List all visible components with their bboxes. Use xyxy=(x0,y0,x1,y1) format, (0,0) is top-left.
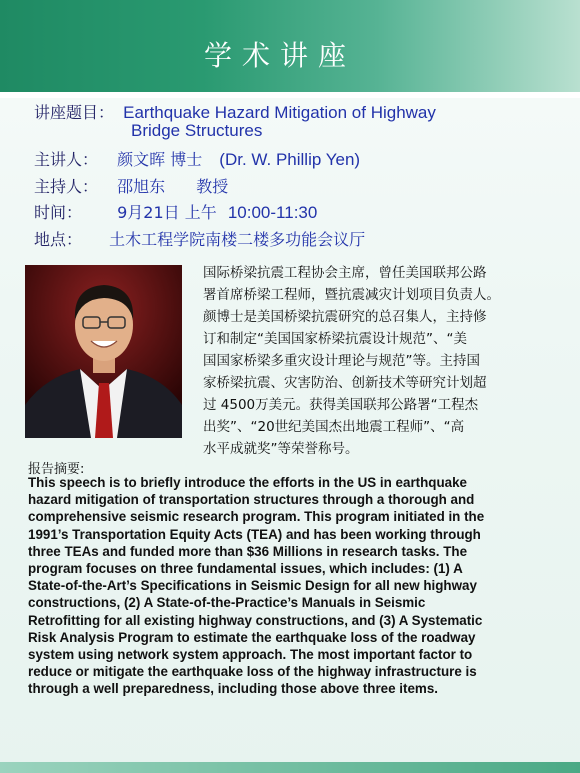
abstract-line: State-of-the-Art’s Specifications in Seismic Design for all new highway xyxy=(28,578,477,594)
topic-line-2: Bridge Structures xyxy=(131,121,263,140)
banner-divider xyxy=(0,92,580,98)
speaker-name: 颜文晖 博士 xyxy=(117,150,203,169)
topic-line-1: Earthquake Hazard Mitigation of Highway xyxy=(123,103,436,122)
bio-line: 国国家桥梁多重灾设计理论与规范”等。主持国 xyxy=(203,353,480,369)
abstract-text xyxy=(28,474,548,698)
topic-row xyxy=(34,100,436,123)
abstract-line: Retrofitting for all existing highway constructions, and (3) A Systematic xyxy=(28,612,483,628)
title-banner xyxy=(0,0,580,92)
speaker-label: 主讲人： xyxy=(34,150,99,169)
bio-line: 署首席桥梁工程师，暨抗震减灾计划项目负责人。 xyxy=(203,287,500,303)
abstract-line: 1991’s Transportation Equity Acts (TEA) and has been working through xyxy=(28,526,481,542)
bio-line: 水平成就奖”等荣誉称号。 xyxy=(203,441,359,457)
abstract-heading: 报告摘要: xyxy=(28,462,85,477)
bio-line: 过 4500万美元。获得美国联邦公路署“工程杰 xyxy=(203,397,479,413)
footer-strip xyxy=(0,762,580,773)
bio-line: 家桥梁抗震、灾害防治、创新技术等研究计划超 xyxy=(203,375,487,391)
bio-line: 国际桥梁抗震工程协会主席，曾任美国联邦公路 xyxy=(203,265,487,281)
abstract-line: reduce or mitigate the earthquake loss of the highway infrastructure is xyxy=(28,664,477,680)
abstract-line: comprehensive seismic research program. This program initiated in the xyxy=(28,509,485,525)
topic-label: 讲座题目： xyxy=(34,103,115,122)
time-value-zh: 9月21日 上午 xyxy=(117,203,217,222)
time-row xyxy=(34,200,317,223)
page-title: 学术讲座 xyxy=(203,39,356,72)
topic-row-2 xyxy=(131,121,262,141)
abstract-line: through a well preparedness, including those above three items. xyxy=(28,681,438,697)
speaker-name-en: (Dr. W. Phillip Yen) xyxy=(219,150,361,169)
abstract-line: system using network system approach. The most important factor to xyxy=(28,647,473,663)
time-value-en: 10:00-11:30 xyxy=(227,203,318,222)
place-row xyxy=(34,227,365,250)
bio-line: 订和制定“美国国家桥梁抗震设计规范”、“美 xyxy=(203,331,467,347)
place-value: 土木工程学院南楼二楼多功能会议厅 xyxy=(109,230,366,249)
host-name: 邵旭东 xyxy=(117,177,166,196)
speaker-row xyxy=(34,147,360,170)
abstract-line: Risk Analysis Program to estimate the earthquake loss of the roadway xyxy=(28,629,476,645)
abstract-line: program focuses on three fundamental issues, which includes: (1) A xyxy=(28,561,463,577)
host-title: 教授 xyxy=(196,177,229,196)
bio-line: 颜博士是美国桥梁抗震研究的总召集人，主持修 xyxy=(203,309,487,325)
abstract-line: constructions, (2) A State-of-the-Practice’s Manuals in Seismic xyxy=(28,595,426,611)
host-row xyxy=(34,174,228,197)
abstract-line: This speech is to briefly introduce the efforts in the US in earthquake xyxy=(28,475,467,490)
time-label: 时间： xyxy=(34,203,83,222)
speaker-bio xyxy=(203,262,553,460)
abstract-line: hazard mitigation of transportation structures through a thorough and xyxy=(28,492,475,508)
speaker-photo xyxy=(25,265,182,438)
bio-line: 出奖”、“20世纪美国杰出地震工程师”、“高 xyxy=(203,419,465,435)
host-label: 主持人： xyxy=(34,177,99,196)
abstract-line: three TEAs and funded more than $36 Millions in research tasks. The xyxy=(28,543,468,559)
place-label: 地点： xyxy=(34,230,83,249)
speaker-portrait-illustration xyxy=(25,265,182,438)
